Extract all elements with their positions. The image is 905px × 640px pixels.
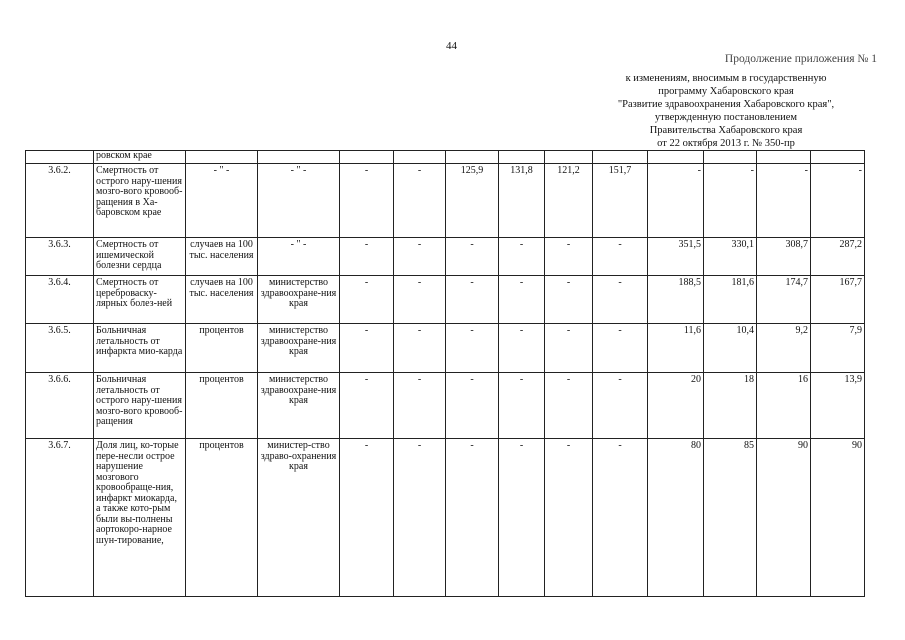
cell-value: - bbox=[340, 439, 394, 597]
cell-value: 188,5 bbox=[648, 276, 704, 324]
indicators-table bbox=[25, 150, 865, 597]
table-row bbox=[26, 373, 865, 439]
cell-value: 151,7 bbox=[593, 164, 648, 238]
cell-value: - bbox=[593, 238, 648, 276]
appendix-continuation-label: Продолжение приложения № 1 bbox=[724, 53, 877, 65]
cell-value bbox=[593, 151, 648, 164]
cell-unit: процентов bbox=[186, 324, 258, 373]
cell-value: 351,5 bbox=[648, 238, 704, 276]
cell-value: 7,9 bbox=[811, 324, 865, 373]
cell-value: - bbox=[545, 324, 593, 373]
cell-value: 131,8 bbox=[499, 164, 545, 238]
cell-unit: случаев на 100 тыс. населения bbox=[186, 276, 258, 324]
cell-value: - bbox=[545, 439, 593, 597]
cell-num bbox=[26, 151, 94, 164]
cell-value bbox=[648, 151, 704, 164]
cell-value: - bbox=[545, 373, 593, 439]
cell-value: - bbox=[593, 373, 648, 439]
cell-value: 121,2 bbox=[545, 164, 593, 238]
cell-value: - bbox=[394, 164, 446, 238]
cell-name: Больничная летальность от острого нару-шения мозго-вого кровооб-ращения bbox=[94, 373, 186, 439]
cell-value: - bbox=[593, 439, 648, 597]
cell-unit: случаев на 100 тыс. населения bbox=[186, 238, 258, 276]
cell-value bbox=[545, 151, 593, 164]
cell-resp: министер-ство здраво-охранения края bbox=[258, 439, 340, 597]
cell-value: 11,6 bbox=[648, 324, 704, 373]
cell-resp: - " - bbox=[258, 164, 340, 238]
cell-resp bbox=[258, 151, 340, 164]
cell-resp: министерство здравоохране-ния края bbox=[258, 373, 340, 439]
cell-name: Смертность от цереброваску-лярных болез-ней bbox=[94, 276, 186, 324]
cell-num: 3.6.4. bbox=[26, 276, 94, 324]
cell-value: - bbox=[340, 164, 394, 238]
cell-value: 308,7 bbox=[757, 238, 811, 276]
cell-value: - bbox=[446, 439, 499, 597]
cell-value: - bbox=[811, 164, 865, 238]
cell-value: 9,2 bbox=[757, 324, 811, 373]
table-row bbox=[26, 276, 865, 324]
cell-unit: процентов bbox=[186, 373, 258, 439]
table-row bbox=[26, 439, 865, 597]
cell-value: - bbox=[340, 238, 394, 276]
cell-name: Смертность от ишемической болезни сердца bbox=[94, 238, 186, 276]
cell-value: - bbox=[648, 164, 704, 238]
cell-value: 167,7 bbox=[811, 276, 865, 324]
cell-value: 330,1 bbox=[704, 238, 757, 276]
cell-value: - bbox=[499, 439, 545, 597]
cell-value bbox=[811, 151, 865, 164]
cell-value: - bbox=[394, 238, 446, 276]
cell-value: 10,4 bbox=[704, 324, 757, 373]
cell-value: - bbox=[446, 373, 499, 439]
cell-value: - bbox=[394, 373, 446, 439]
cell-value bbox=[499, 151, 545, 164]
cell-value: - bbox=[340, 276, 394, 324]
cell-value: 90 bbox=[757, 439, 811, 597]
cell-name: Доля лиц, ко-торые пере-несли острое нарушение мозгового кровообраще-ния, инфаркт миокарда, а также кото-рым были вы-полнены аортокоро-нарное шун-тирование, bbox=[94, 439, 186, 597]
cell-resp: - " - bbox=[258, 238, 340, 276]
cell-value: 18 bbox=[704, 373, 757, 439]
table-row-continued bbox=[26, 151, 865, 164]
cell-unit: - " - bbox=[186, 164, 258, 238]
cell-name: Больничная летальность от инфаркта мио-карда bbox=[94, 324, 186, 373]
cell-value: 125,9 bbox=[446, 164, 499, 238]
header-line: программу Хабаровского края bbox=[658, 86, 794, 97]
header-line: Правительства Хабаровского края bbox=[649, 125, 803, 136]
header-line: от 22 октября 2013 г. № 350-пр bbox=[657, 138, 795, 149]
cell-num: 3.6.5. bbox=[26, 324, 94, 373]
cell-value: 287,2 bbox=[811, 238, 865, 276]
cell-value bbox=[704, 151, 757, 164]
cell-value: - bbox=[499, 373, 545, 439]
cell-value: - bbox=[446, 324, 499, 373]
cell-value bbox=[340, 151, 394, 164]
cell-value: - bbox=[340, 324, 394, 373]
cell-name: Смертность от острого нару-шения мозго-вого кровооб-ращения в Ха-баровском крае bbox=[94, 164, 186, 238]
cell-name: ровском крае bbox=[94, 151, 186, 164]
cell-value: - bbox=[340, 373, 394, 439]
cell-value: 174,7 bbox=[757, 276, 811, 324]
cell-value: - bbox=[757, 164, 811, 238]
cell-value: 85 bbox=[704, 439, 757, 597]
cell-value bbox=[394, 151, 446, 164]
cell-value: - bbox=[446, 238, 499, 276]
cell-num: 3.6.3. bbox=[26, 238, 94, 276]
cell-value: - bbox=[499, 276, 545, 324]
header-line: "Развитие здравоохранения Хабаровского края", bbox=[617, 99, 835, 110]
cell-value: - bbox=[593, 276, 648, 324]
cell-value: - bbox=[704, 164, 757, 238]
cell-value: - bbox=[499, 324, 545, 373]
cell-unit: процентов bbox=[186, 439, 258, 597]
cell-value: - bbox=[545, 238, 593, 276]
cell-value: - bbox=[593, 324, 648, 373]
cell-value: - bbox=[499, 238, 545, 276]
table-row bbox=[26, 324, 865, 373]
cell-value: 13,9 bbox=[811, 373, 865, 439]
cell-value: 20 bbox=[648, 373, 704, 439]
header-line: к изменениям, вносимым в государственную bbox=[625, 73, 827, 84]
cell-value: - bbox=[545, 276, 593, 324]
table-row bbox=[26, 238, 865, 276]
cell-num: 3.6.2. bbox=[26, 164, 94, 238]
document-header bbox=[585, 72, 867, 150]
cell-resp: министерство здравоохране-ния края bbox=[258, 276, 340, 324]
cell-value: 16 bbox=[757, 373, 811, 439]
page-number: 44 bbox=[446, 40, 457, 52]
cell-unit bbox=[186, 151, 258, 164]
cell-value: - bbox=[394, 276, 446, 324]
cell-value: 181,6 bbox=[704, 276, 757, 324]
cell-value: - bbox=[394, 324, 446, 373]
cell-value bbox=[446, 151, 499, 164]
cell-value: - bbox=[446, 276, 499, 324]
header-line: утвержденную постановлением bbox=[654, 112, 798, 123]
cell-value: - bbox=[394, 439, 446, 597]
cell-value: 80 bbox=[648, 439, 704, 597]
table-row bbox=[26, 164, 865, 238]
cell-num: 3.6.6. bbox=[26, 373, 94, 439]
cell-resp: министерство здравоохране-ния края bbox=[258, 324, 340, 373]
cell-value bbox=[757, 151, 811, 164]
cell-num: 3.6.7. bbox=[26, 439, 94, 597]
cell-value: 90 bbox=[811, 439, 865, 597]
